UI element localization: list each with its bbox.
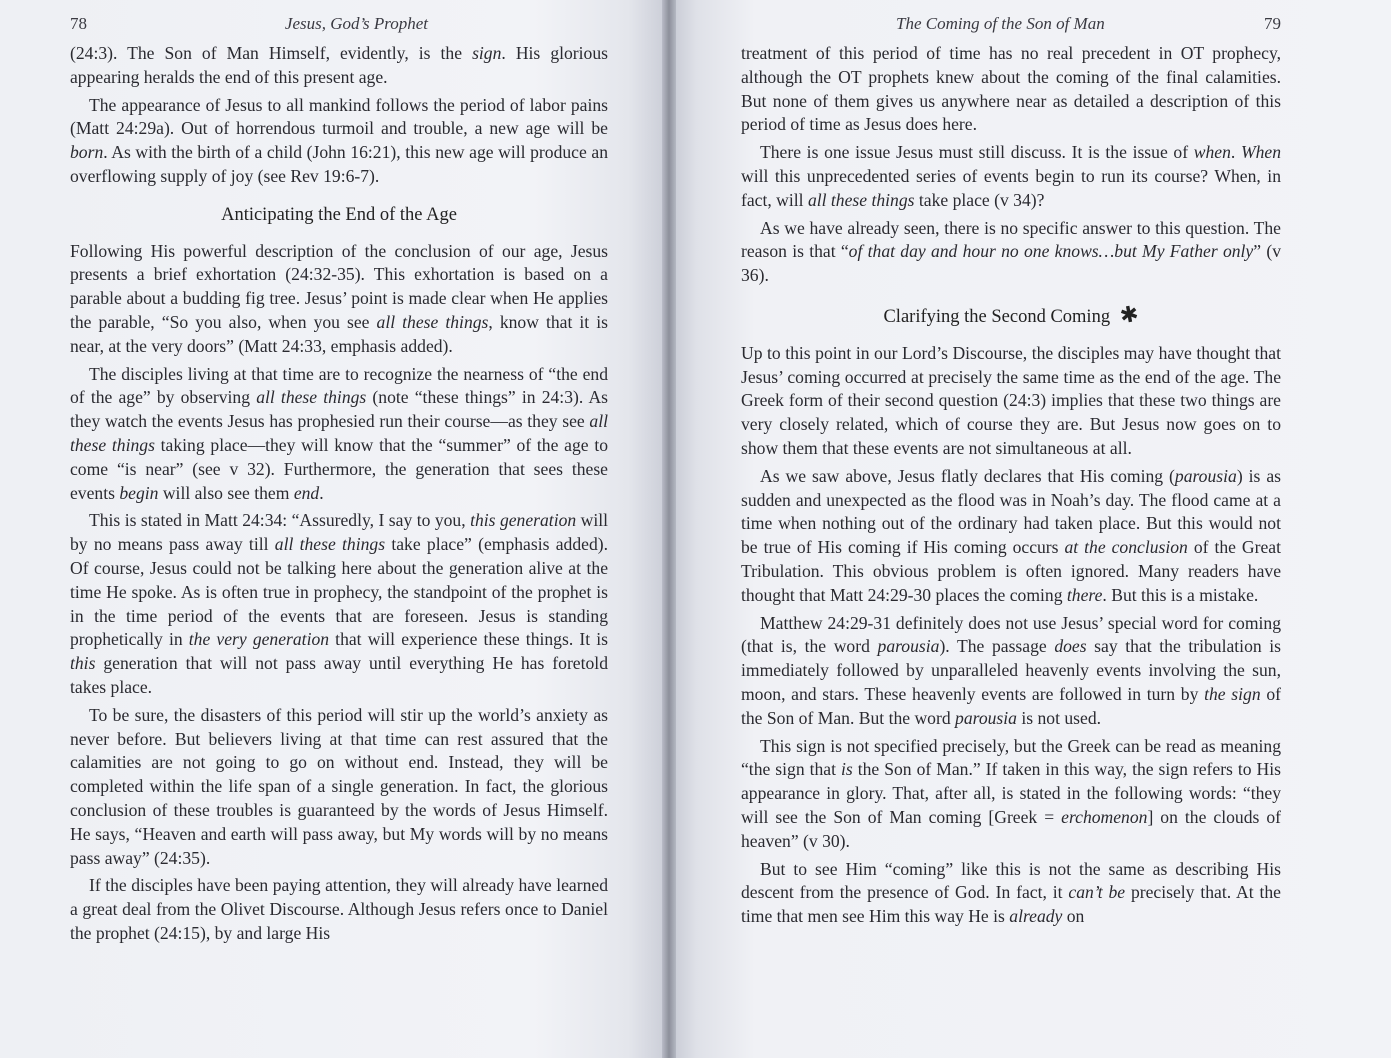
handwritten-star-icon: ✱ — [1117, 300, 1141, 329]
paragraph: treatment of this period of time has no real precedent in OT prophecy, although the OT prophets knew about the coming of the final calamities. But none of them gives us anywhere near as detailed a description of this period of time as Jesus does here. — [741, 43, 1281, 135]
paragraph: As we have already seen, there is no specific answer to this question. The reason is that “of that day and hour no one knows…but My Father only” (v 36). — [741, 217, 1281, 286]
section-heading: Clarifying the Second Coming ✱ — [883, 300, 1141, 329]
right-body-text — [741, 42, 1281, 929]
page-number: 78 — [70, 14, 87, 33]
paragraph: If the disciples have been paying attention, they will already have learned a great deal from the Olivet Discourse. Although Jesus refers once to Daniel the prophet (24:15), by and large His — [70, 875, 608, 943]
paragraph: As we saw above, Jesus flatly declares that His coming (parousia) is as sudden and unexpected as the flood was in Noah’s day. The flood came at a time when nothing out of the ordinary had taken place. But this would not be true of His coming if His coming occurs at the conclusion of the Great Tribulation. This obvious problem is often ignored. Many readers have thought that Matt 24:29-30 places the coming there. But this is a mistake. — [741, 465, 1281, 605]
paragraph: But to see Him “coming” like this is not the same as describing His descent from the presence of God. In fact, it can’t be precisely that. At the time that men see Him this way He is already on — [741, 858, 1281, 927]
running-title: Jesus, God’s Prophet — [284, 14, 428, 33]
left-body-text — [70, 42, 608, 946]
book-gutter — [662, 0, 676, 1058]
paragraph: There is one issue Jesus must still discuss. It is the issue of when. When will this unprecedented series of events begin to run its course? When, in fact, will all these things take place (v 34)? — [741, 142, 1281, 210]
left-running-head — [70, 14, 608, 42]
page-number: 79 — [1264, 14, 1281, 33]
paragraph: (24:3). The Son of Man Himself, evidently, is the sign. His glorious appearing heralds the end of this present age. — [70, 43, 608, 87]
right-page — [668, 0, 1391, 1058]
right-running-head — [741, 14, 1281, 42]
section-heading: Anticipating the End of the Age — [221, 204, 457, 225]
left-page — [0, 0, 668, 1058]
paragraph: Following His powerful description of the conclusion of our age, Jesus presents a brief exhortation (24:32-35). This exhortation is based on a parable about a budding fig tree. Jesus’ point is made clear when He applies the parable, “So you also, when you see all these things, know that it is near, at the very doors” (Matt 24:33, emphasis added). — [70, 240, 608, 356]
paragraph: Matthew 24:29-31 definitely does not use Jesus’ special word for coming (that is, the word parousia). The passage does say that the tribulation is immediately followed by unparalleled heavenly events involving the sun, moon, and stars. These heavenly events are followed in turn by the sign of the Son of Man. But the word parousia is not used. — [741, 612, 1282, 728]
paragraph: The appearance of Jesus to all mankind follows the period of labor pains (Matt 24:29a). Out of horrendous turmoil and trouble, a new age will be born. As with the birth of a child (John 16:21), this new age will produce an overflowing supply of joy (see Rev 19:6-7). — [70, 94, 608, 186]
paragraph: The disciples living at that time are to recognize the nearness of “the end of the age” by observing all these things (note “these things” in 24:3). As they watch the events Jesus has prophesied run their course—as they see all these things taking place—they will know that the “summer” of the age to come “is near” (see v 32). Furthermore, the generation that sees these events begin will also see them end. — [70, 363, 609, 503]
paragraph: This sign is not specified precisely, but the Greek can be read as meaning “the sign that is the Son of Man.” If taken in this way, the sign refers to His appearance in glory. That, after all, is stated in the following words: “they will see the Son of Man coming [Greek = erchomenon] on the clouds of heaven” (v 30). — [741, 735, 1281, 851]
running-title: The Coming of the Son of Man — [896, 14, 1105, 33]
paragraph: To be sure, the disasters of this period will stir up the world’s anxiety as never before. But believers living at that time can rest assured that the calamities are not going to go on without end. Instead, they will be completed within the life span of a single generation. In fact, the glorious conclusion of these troubles is guaranteed by the words of Jesus Himself. He says, “Heaven and earth will pass away, but My words will by no means pass away” (24:35). — [70, 704, 608, 868]
paragraph: This is stated in Matt 24:34: “Assuredly, I say to you, this generation will by no means pass away till all these things take place” (emphasis added). Of course, Jesus could not be talking here about the generation alive at the time He spoke. As is often true in prophecy, the standpoint of the prophet is in the time period of the events that are foreseen. Jesus is standing prophetically in the very generation that will experience these things. It is this generation that will not pass away until everything He has foretold takes place. — [70, 510, 609, 697]
paragraph: Up to this point in our Lord’s Discourse, the disciples may have thought that Jesus’ coming occurred at precisely the same time as the end of the age. The Greek form of their second question (24:3) implies that these two things are very closely related, which of course they are. But Jesus now goes on to show them that these events are not simultaneous at all. — [741, 342, 1281, 458]
